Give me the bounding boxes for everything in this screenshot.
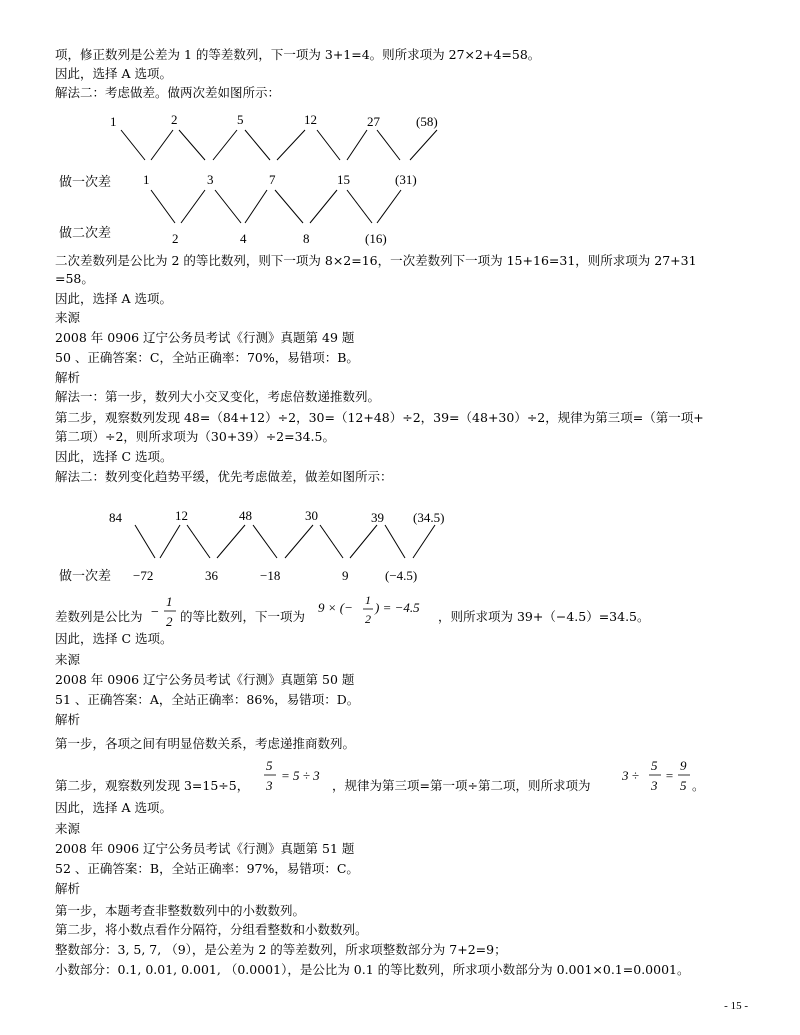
d1-label-first: 做一次差 [59, 174, 112, 189]
text-line [55, 778, 249, 794]
d2-r1-3: 30 [305, 508, 318, 523]
text-fragment: 的等比数列，下一项为 [180, 609, 306, 624]
d2-r2-2: −18 [260, 568, 281, 583]
d1-r3-2: 8 [303, 231, 310, 246]
d1-r3-3: (16) [365, 231, 387, 246]
d2-r2-4: (−4.5) [385, 568, 418, 583]
d1-r3-1: 4 [240, 231, 247, 246]
formula-den2: 5 [680, 778, 687, 793]
formula-post: ) = −4.5 [375, 600, 420, 615]
d1-r2-1: 3 [207, 172, 214, 187]
text-line: 第一步，本题考查非整数数列中的小数数列。 [55, 903, 306, 918]
d1-r2-3: 15 [337, 172, 350, 187]
d2-r1-5: (34.5) [413, 510, 445, 525]
text-line: 解法二：数列变化趋势平缓，优先考虑做差，做差如图所示： [55, 469, 393, 484]
formula-minus: − [150, 605, 160, 620]
text-fragment: 。 [692, 778, 705, 793]
text-line: 解析 [55, 370, 81, 385]
d2-r2-0: −72 [133, 568, 154, 583]
diagram-2-lines [135, 525, 435, 558]
text-fragment: 差数列是公比为 [55, 609, 143, 624]
d2-r1-1: 12 [175, 508, 188, 523]
d1-r1-3: 12 [304, 112, 317, 127]
text-line: 第一步，各项之间有明显倍数关系，考虑递推商数列。 [55, 736, 356, 751]
d1-r1-1: 2 [171, 112, 178, 127]
d1-r1-0: 1 [110, 114, 117, 129]
d1-r1-5: (58) [416, 114, 438, 129]
text-line: 小数部分：0.1, 0.01, 0.001, （0.0001），是公比为 0.1 的等比数列，所求项小数部分为 0.001×0.1=0.0001。 [55, 962, 690, 977]
text-line [692, 778, 705, 794]
text-line: 51 、正确答案：A，全站正确率：86%，易错项：D。 [55, 692, 360, 707]
formula-den1: 3 [651, 778, 658, 793]
formula-post: = 5 ÷ 3 [281, 768, 320, 783]
text-line: 解析 [55, 712, 81, 727]
text-line: 2008 年 0906 辽宁公务员考试《行测》真题第 49 题 [55, 330, 355, 345]
text-line: 50 、正确答案：C，全站正确率：70%，易错项：B。 [55, 350, 359, 365]
d2-r1-2: 48 [239, 508, 252, 523]
text-line: 因此，选择 A 选项。 [55, 800, 172, 815]
text-line: 因此，选择 C 选项。 [55, 449, 173, 464]
text-line: 项，修正数列是公差为 1 的等差数列，下一项为 3+1=4。则所求项为 27×2+4=58。 [55, 47, 541, 62]
formula-num2: 9 [680, 758, 687, 773]
formula-num: 1 [365, 593, 371, 607]
difference-diagram-1 [55, 108, 475, 250]
formula-num1: 5 [651, 758, 658, 773]
text-fragment: ，规律为第三项=第一项÷第二项，则所求项为 [332, 778, 591, 793]
formula-den: 2 [166, 614, 173, 629]
d1-label-second: 做二次差 [59, 225, 112, 240]
d2-r1-0: 84 [109, 510, 122, 525]
text-line: 来源 [55, 310, 81, 325]
text-line: 2008 年 0906 辽宁公务员考试《行测》真题第 50 题 [55, 672, 355, 687]
text-line [180, 609, 305, 625]
d1-r1-4: 27 [367, 114, 380, 129]
text-line: 第二步，将小数点看作分隔符，分组看整数和小数数列。 [55, 922, 368, 937]
text-fragment: 第二步，观察数列发现 3=15÷5， [55, 778, 250, 793]
formula-pre: 9 × (− [318, 600, 353, 615]
d1-r3-0: 2 [172, 231, 179, 246]
d1-r2-4: (31) [395, 172, 417, 187]
formula-pre: 3 ÷ [622, 768, 639, 783]
text-line: 解法二：考虑做差。做两次差如图所示： [55, 85, 281, 100]
formula-answer [622, 756, 694, 794]
text-line: 整数部分：3, 5, 7, （9），是公差为 2 的等差数列，所求项整数部分为 7+2=9； [55, 942, 507, 957]
text-line: 因此，选择 A 选项。 [55, 291, 172, 306]
d1-r1-2: 5 [237, 112, 244, 127]
formula-den: 2 [365, 612, 371, 626]
text-line: 2008 年 0906 辽宁公务员考试《行测》真题第 51 题 [55, 841, 355, 856]
text-line: =58。 [55, 271, 94, 286]
d2-r2-3: 9 [342, 568, 349, 583]
formula-next-term [318, 592, 438, 630]
text-line: 解法一：第一步，数列大小交叉变化，考虑倍数递推数列。 [55, 389, 381, 404]
formula-den: 3 [266, 778, 273, 793]
d1-r2-0: 1 [143, 172, 150, 187]
formula-num: 5 [266, 758, 273, 773]
formula-num: 1 [166, 594, 173, 609]
text-line [438, 609, 650, 625]
text-line: 因此，选择 A 选项。 [55, 66, 172, 81]
d2-r1-4: 39 [371, 510, 384, 525]
page-number: - 15 - [724, 1000, 748, 1012]
formula-five-thirds [262, 756, 334, 794]
text-line: 第二项）÷2，则所求项为（30+39）÷2=34.5。 [55, 429, 335, 444]
text-line: 第二步，观察数列发现 48=（84+12）÷2，30=（12+48）÷2，39=（48+30）÷2，规律为第三项=（第一项+ [55, 410, 704, 425]
text-line: 来源 [55, 821, 81, 836]
d2-label-first: 做一次差 [59, 568, 112, 583]
d1-r2-2: 7 [269, 172, 276, 187]
text-line: 二次差数列是公比为 2 的等比数列，则下一项为 8×2=16，一次差数列下一项为 15+16=31，则所求项为 27+31 [55, 253, 697, 268]
formula-minus-half [150, 592, 184, 630]
text-line: 解析 [55, 881, 81, 896]
text-line [55, 609, 143, 625]
text-line: 因此，选择 C 选项。 [55, 631, 173, 646]
text-line: 来源 [55, 652, 81, 667]
difference-diagram-2 [55, 500, 475, 595]
text-line: 52 、正确答案：B，全站正确率：97%，易错项：C。 [55, 861, 359, 876]
text-fragment: ，则所求项为 39+（−4.5）=34.5。 [438, 609, 650, 624]
formula-eq: = [665, 768, 674, 783]
text-line [332, 778, 590, 794]
d2-r2-1: 36 [205, 568, 218, 583]
diagram-1-lines [121, 130, 437, 223]
